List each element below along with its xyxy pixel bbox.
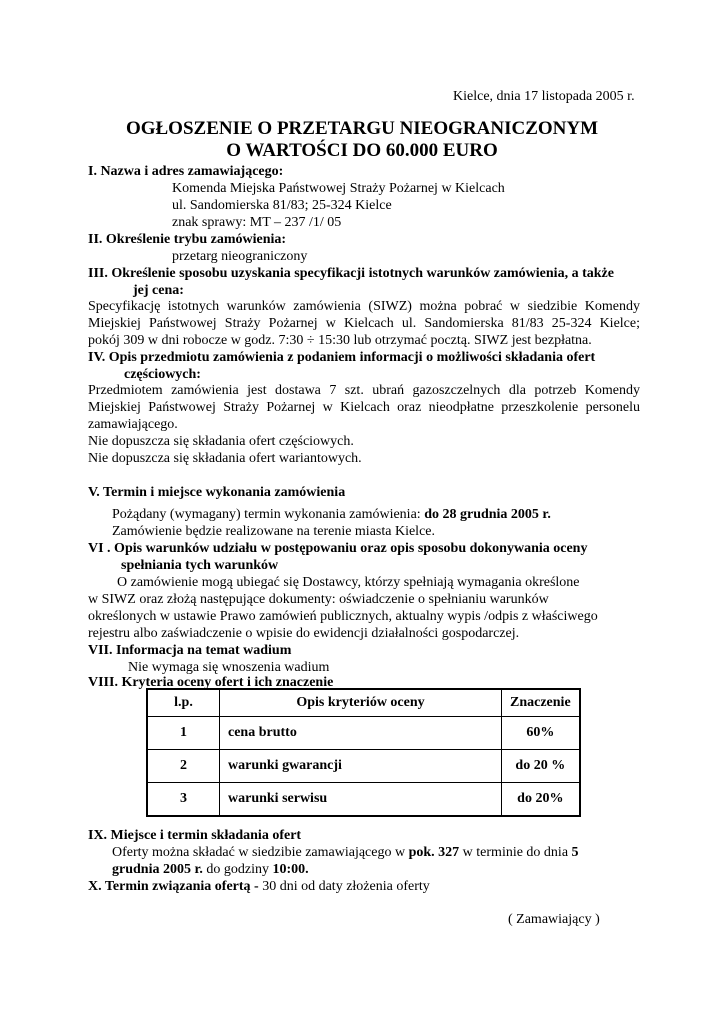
section-9-day: 5 bbox=[571, 845, 579, 860]
section-4-para-3: zamawiającego. bbox=[88, 417, 178, 432]
section-10 bbox=[88, 878, 430, 895]
section-1-line-3: znak sprawy: MT – 237 /1/ 05 bbox=[172, 215, 342, 230]
section-10-text: 30 dni od daty złożenia oferty bbox=[262, 879, 430, 894]
section-9-line-2-text: do godziny bbox=[202, 862, 273, 877]
section-6-para-2: w SIWZ oraz złożą następujące dokumenty: oświadczenie o spełnianiu warunków bbox=[88, 592, 549, 607]
section-9-line-2 bbox=[112, 861, 309, 878]
section-9-hour: 10:00. bbox=[272, 862, 309, 877]
table-header-cell: Opis kryteriów oceny bbox=[220, 689, 502, 717]
section-9-line-1-text-a: Oferty można składać w siedzibie zamawiającego w bbox=[112, 845, 409, 860]
section-7-line-1: Nie wymaga się wnoszenia wadium bbox=[128, 660, 330, 675]
section-4-para-2: Miejskiej Państwowej Straży Pożarnej w Kielcach oraz nieodpłatne przeszkolenie personelu bbox=[88, 400, 640, 415]
section-8-heading: VIII. Kryteria oceny ofert i ich znaczenie bbox=[88, 675, 334, 690]
table-row bbox=[147, 783, 580, 817]
section-2-line-1: przetarg nieograniczony bbox=[172, 249, 308, 264]
section-6-heading-2: spełniania tych warunków bbox=[121, 558, 279, 573]
table-cell: do 20 % bbox=[502, 750, 580, 783]
section-4-heading-1: IV. Opis przedmiotu zamówienia z podaniem informacji o możliwości składania ofert bbox=[88, 350, 596, 365]
section-5-heading: V. Termin i miejsce wykonania zamówienia bbox=[88, 485, 346, 500]
section-3-para-2: Miejskiej Państwowej Straży Pożarnej w Kielcach ul. Sandomierska 81/83 25-324 Kielce; bbox=[88, 316, 640, 331]
section-7-heading: VII. Informacja na temat wadium bbox=[88, 643, 292, 658]
section-5-line-2: Zamówienie będzie realizowane na terenie miasta Kielce. bbox=[112, 524, 435, 539]
section-4-heading-2: częściowych: bbox=[124, 367, 201, 382]
section-3-para-1: Specyfikację istotnych warunków zamówienia (SIWZ) można pobrać w siedzibie Komendy bbox=[88, 299, 640, 314]
table-cell: do 20% bbox=[502, 783, 580, 817]
table-row bbox=[147, 750, 580, 783]
signature: ( Zamawiający ) bbox=[508, 912, 600, 927]
section-6-para-4: rejestru albo zaświadczenie o wpisie do ewidencji działalności gospodarczej. bbox=[88, 626, 520, 641]
section-3-para-3: pokój 309 w dni robocze w godz. 7:30 ÷ 15:30 lub otrzymać pocztą. SIWZ jest bezpłatna. bbox=[88, 333, 592, 348]
section-9-date: grudnia 2005 r. bbox=[112, 862, 203, 877]
table-cell: 60% bbox=[502, 717, 580, 750]
section-5-deadline: do 28 grudnia 2005 r. bbox=[424, 507, 551, 522]
section-10-heading: X. Termin związania ofertą - bbox=[88, 879, 263, 894]
section-4-para-5: Nie dopuszcza się składania ofert wariantowych. bbox=[88, 451, 362, 466]
table-cell: 3 bbox=[147, 783, 220, 817]
section-6-para-3: określonych w ustawie Prawo zamówień publicznych, aktualny wypis /odpis z właściwego bbox=[88, 609, 598, 624]
section-4-para-4: Nie dopuszcza się składania ofert częściowych. bbox=[88, 434, 354, 449]
section-9-heading: IX. Miejsce i termin składania ofert bbox=[88, 828, 302, 843]
table-cell: 1 bbox=[147, 717, 220, 750]
section-6-heading-1: VI . Opis warunków udziału w postępowaniu oraz opis sposobu dokonywania oceny bbox=[88, 541, 588, 556]
table-cell: cena brutto bbox=[220, 717, 502, 750]
table-header-row bbox=[147, 689, 580, 717]
title-line-1: OGŁOSZENIE O PRZETARGU NIEOGRANICZONYM bbox=[125, 118, 599, 139]
table-row bbox=[147, 717, 580, 750]
table-header-cell: l.p. bbox=[147, 689, 220, 717]
section-9-line-1 bbox=[112, 844, 579, 861]
table-cell: warunki gwarancji bbox=[220, 750, 502, 783]
criteria-table bbox=[146, 688, 581, 817]
section-9-line-1-text-b: w terminie do dnia bbox=[459, 845, 572, 860]
title-line-2: O WARTOŚCI DO 60.000 EURO bbox=[226, 140, 498, 161]
section-5-line-1 bbox=[112, 506, 551, 523]
table-cell: 2 bbox=[147, 750, 220, 783]
section-2-heading: II. Określenie trybu zamówienia: bbox=[88, 232, 287, 247]
table-cell: warunki serwisu bbox=[220, 783, 502, 817]
section-9-room: pok. 327 bbox=[408, 845, 460, 860]
section-3-heading-2: jej cena: bbox=[133, 283, 184, 298]
section-1-line-1: Komenda Miejska Państwowej Straży Pożarnej w Kielcach bbox=[172, 181, 505, 196]
section-5-line-1-text: Pożądany (wymagany) termin wykonania zamówienia: bbox=[112, 507, 425, 522]
section-6-para-1: O zamówienie mogą ubiegać się Dostawcy, którzy spełniają wymagania określone bbox=[117, 575, 580, 590]
section-4-para-1: Przedmiotem zamówienia jest dostawa 7 szt. ubrań gazoszczelnych dla potrzeb Komendy bbox=[88, 383, 640, 398]
place-date: Kielce, dnia 17 listopada 2005 r. bbox=[453, 89, 635, 104]
section-3-heading-1: III. Określenie sposobu uzyskania specyfikacji istotnych warunków zamówienia, a także bbox=[88, 266, 614, 281]
section-1-heading: I. Nazwa i adres zamawiającego: bbox=[88, 164, 284, 179]
table-header-cell: Znaczenie bbox=[502, 689, 580, 717]
section-1-line-2: ul. Sandomierska 81/83; 25-324 Kielce bbox=[172, 198, 392, 213]
